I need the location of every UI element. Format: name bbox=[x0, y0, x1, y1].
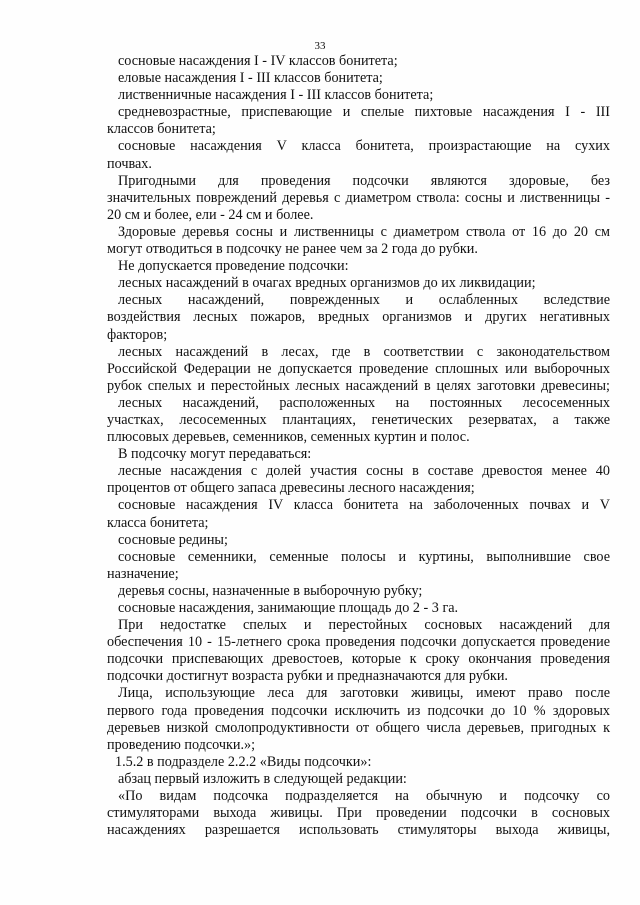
text-line: насаждениях разрешается использовать стимуляторы выхода живицы, bbox=[107, 822, 610, 839]
text-line: классов бонитета; bbox=[107, 121, 216, 138]
text-line: факторов; bbox=[107, 326, 168, 343]
text-line: абзац первый изложить в следующей редакции: bbox=[118, 770, 407, 787]
text-line: 1.5.2 в подразделе 2.2.2 «Виды подсочки»: bbox=[115, 753, 372, 770]
text-line: Пригодными для проведения подсочки являются здоровые, без bbox=[118, 172, 610, 189]
text-line: сосновые насаждения IV класса бонитета на заболоченных почвах и V bbox=[118, 497, 610, 514]
text-line: 20 см и более, ели - 24 см и более. bbox=[107, 206, 314, 223]
text-line: «По видам подсочка подразделяется на обычную и подсочку со bbox=[118, 788, 610, 805]
text-line: Не допускается проведение подсочки: bbox=[118, 258, 349, 275]
text-line: процентов от общего запаса древесины лесного насаждения; bbox=[107, 480, 475, 497]
text-line: сосновые семенники, семенные полосы и куртины, выполнившие свое bbox=[118, 548, 610, 565]
text-line: лесных насаждений в очагах вредных организмов до их ликвидации; bbox=[118, 275, 536, 292]
document-body bbox=[107, 53, 610, 839]
text-line: еловые насаждения I - III классов бонитета; bbox=[118, 70, 383, 87]
text-line: сосновые насаждения I - IV классов бонитета; bbox=[118, 53, 398, 69]
text-line: лесных насаждений, расположенных на постоянных лесосеменных bbox=[118, 394, 610, 411]
text-line: лесные насаждения с долей участия сосны в составе древостоя менее 40 bbox=[118, 463, 610, 480]
text-line: почвах. bbox=[107, 155, 152, 172]
text-line: лесных насаждений в лесах, где в соответствии с законодательством bbox=[118, 343, 610, 360]
page-number: 33 bbox=[314, 40, 326, 52]
text-line: обеспечения 10 - 15-летнего срока проведения подсочки допускается проведение bbox=[107, 634, 610, 651]
text-line: назначение; bbox=[107, 565, 179, 582]
text-line: лиственничные насаждения I - III классов бонитета; bbox=[118, 87, 434, 104]
text-line: Российской Федерации не допускается проведение сплошных или выборочных bbox=[107, 360, 610, 377]
text-line: могут отводиться в подсочку не ранее чем за 2 года до рубки. bbox=[107, 241, 478, 258]
text-line: первого года проведения подсочки исключить из подсочки до 10 % здоровых bbox=[107, 702, 610, 719]
text-line: Здоровые деревья сосны и лиственницы с диаметром ствола от 16 до 20 см bbox=[118, 223, 610, 240]
text-line: деревья сосны, назначенные в выборочную рубку; bbox=[118, 582, 423, 599]
text-line: сосновые редины; bbox=[118, 531, 228, 548]
text-line: В подсочку могут передаваться: bbox=[118, 446, 312, 463]
text-line: стимуляторами выхода живицы. При проведении подсочки в сосновых bbox=[107, 805, 610, 822]
text-line: подсочки приспевающих древостоев, которые к сроку окончания проведения bbox=[107, 651, 610, 668]
text-line: рубок спелых и перестойных лесных насаждений в целях заготовки древесины; bbox=[107, 377, 610, 394]
text-line: плюсовых деревьев, семенников, семенных куртин и полос. bbox=[107, 429, 470, 446]
text-line: подсочки достигнут возраста рубки и предназначаются для рубки. bbox=[107, 668, 508, 685]
text-line: участках, лесосеменных плантациях, генетических резерватах, а также bbox=[107, 411, 610, 428]
text-line: значительных повреждений деревья с диаметром ствола: сосны и лиственницы - bbox=[107, 189, 610, 206]
text-line: проведению подсочки.»; bbox=[107, 736, 256, 753]
text-line: Лица, использующие леса для заготовки живицы, имеют право после bbox=[118, 685, 610, 702]
text-line: класса бонитета; bbox=[107, 514, 209, 531]
text-line: воздействия лесных пожаров, вредных организмов и других негативных bbox=[107, 309, 610, 326]
text-line: сосновые насаждения V класса бонитета, произрастающие на сухих bbox=[118, 138, 610, 155]
text-line: лесных насаждений, поврежденных и ослабленных вследствие bbox=[118, 292, 610, 309]
text-line: сосновые насаждения, занимающие площадь до 2 - 3 га. bbox=[118, 600, 459, 616]
text-line: средневозрастные, приспевающие и спелые пихтовые насаждения I - III bbox=[118, 104, 610, 121]
text-line: При недостатке спелых и перестойных сосновых насаждений для bbox=[118, 617, 610, 634]
text-line: деревьев низкой смолопродуктивности от общего числа деревьев, пригодных к bbox=[107, 719, 610, 736]
